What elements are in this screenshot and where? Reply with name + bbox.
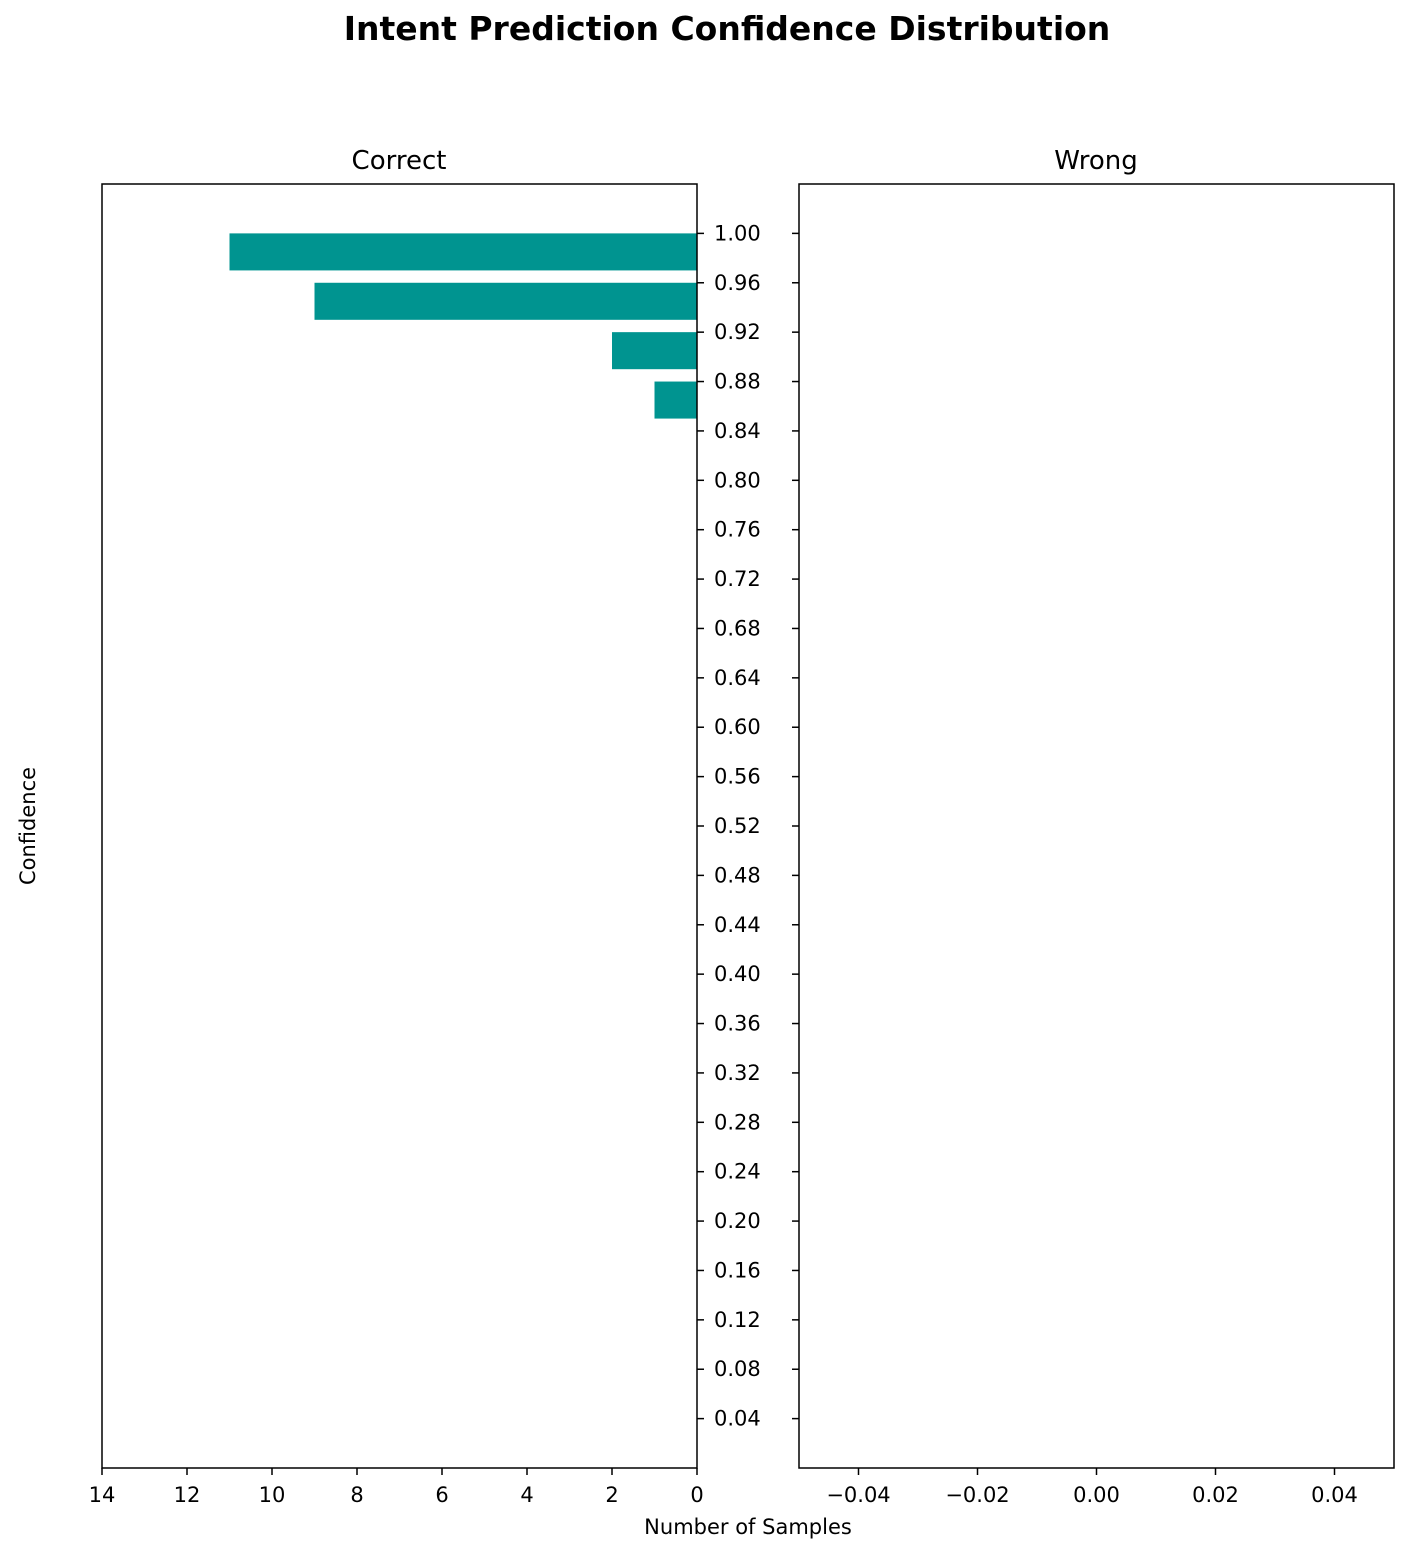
x-axis-ticks-correct [89, 1468, 704, 1507]
chart-title: Intent Prediction Confidence Distribution [343, 9, 1111, 48]
x-tick-label-wrong: −0.04 [826, 1483, 891, 1507]
panel-title-wrong: Wrong [1054, 146, 1138, 176]
x-tick-label-correct: 8 [350, 1483, 364, 1507]
x-axis-label: Number of Samples [644, 1515, 852, 1539]
y-tick-label: 0.52 [714, 814, 761, 838]
y-tick-label: 0.36 [714, 1011, 761, 1036]
panel-frame-correct [102, 184, 697, 1468]
y-tick-label: 0.32 [714, 1060, 761, 1085]
y-tick-label: 0.92 [714, 320, 761, 345]
y-axis-ticks [697, 221, 799, 1430]
x-axis-ticks-wrong [826, 1468, 1358, 1507]
y-tick-label: 0.48 [714, 863, 761, 888]
bar-correct-2 [315, 283, 698, 320]
bar-correct-3 [230, 233, 698, 270]
y-tick-label: 0.88 [714, 369, 761, 394]
y-tick-label: 0.08 [714, 1357, 761, 1382]
y-tick-label: 0.80 [714, 468, 761, 493]
y-tick-label: 1.00 [714, 221, 761, 246]
x-tick-label-wrong: −0.02 [945, 1483, 1010, 1507]
y-tick-label: 0.84 [714, 418, 761, 443]
x-tick-label-wrong: 0.04 [1311, 1483, 1358, 1507]
y-tick-label: 0.12 [714, 1307, 761, 1332]
x-tick-label-wrong: 0.02 [1192, 1483, 1239, 1507]
correct-bars [230, 233, 698, 418]
bar-correct-0 [655, 382, 698, 419]
x-tick-label-correct: 10 [258, 1483, 286, 1507]
y-tick-label: 0.68 [714, 616, 761, 641]
y-tick-label: 0.28 [714, 1110, 761, 1135]
x-tick-label-correct: 4 [520, 1483, 534, 1507]
x-tick-label-correct: 14 [88, 1483, 116, 1507]
y-axis-label: Confidence [16, 766, 40, 886]
x-tick-label-correct: 6 [435, 1483, 449, 1507]
y-tick-label: 0.40 [714, 962, 761, 987]
panel-frame-wrong [799, 184, 1394, 1468]
y-tick-label: 0.56 [714, 764, 761, 789]
y-tick-label: 0.64 [714, 665, 761, 690]
x-tick-label-correct: 0 [690, 1483, 704, 1507]
x-tick-label-correct: 2 [605, 1483, 619, 1507]
y-tick-label: 0.60 [714, 715, 761, 740]
y-tick-label: 0.20 [714, 1209, 761, 1234]
x-tick-label-wrong: 0.00 [1073, 1483, 1120, 1507]
y-tick-label: 0.96 [714, 270, 761, 295]
bar-correct-1 [612, 332, 697, 369]
y-tick-label: 0.44 [714, 912, 761, 937]
panel-title-correct: Correct [351, 146, 447, 176]
y-tick-label: 0.24 [714, 1159, 761, 1184]
y-tick-label: 0.16 [714, 1258, 761, 1283]
x-tick-label-correct: 12 [173, 1483, 201, 1507]
y-tick-label: 0.72 [714, 567, 761, 592]
y-tick-label: 0.76 [714, 517, 761, 542]
y-tick-label: 0.04 [714, 1406, 761, 1431]
